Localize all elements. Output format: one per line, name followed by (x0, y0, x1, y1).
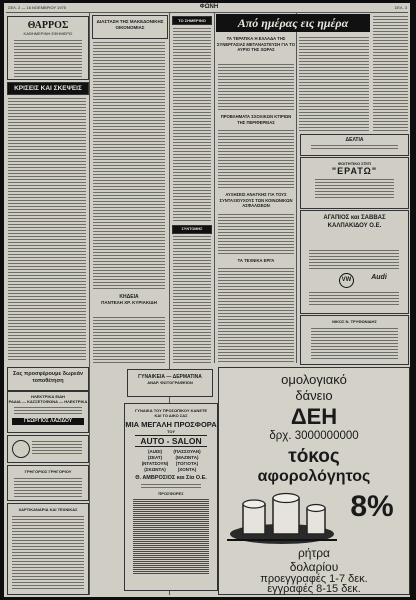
column-rule (89, 13, 90, 595)
nikos-box (300, 315, 409, 365)
deltia-title: ΔΕΛΤΙΑ (345, 137, 364, 143)
seal-icon (12, 440, 30, 458)
column-rule (296, 13, 297, 363)
banner-title: Από ημέρας εις ημέρα (237, 16, 349, 30)
ad-aforologitos: αφορολόγητος (257, 468, 371, 485)
col2-article (93, 41, 165, 291)
kideia-notice (92, 294, 166, 314)
gynaikeia-sub: ΑΝΔΡ. ΦΩΤΟΓΡΑΦΕΙΟΝ (147, 380, 193, 385)
ad-line-2: δάνειο (295, 388, 333, 403)
brand-item: (ΣΚΩΝΤΑ) (144, 467, 166, 472)
col4-headline-3: ΑΥΞΗΣΕΙΣ ΑΝΑΓΚΗΣ ΓΙΑ ΤΟΥΣ ΣΥΝΤΑΞΙΟΥΧΟΥΣ ΤΩΝ ΚΟΙΝΩΝΙΚΩΝ ΑΣΦΑΛΙΣΕΩΝ (219, 192, 293, 208)
offer-tou: ΤΟΥ (166, 429, 176, 434)
erato-title: "ΕΡΑΤΩ" (331, 166, 378, 176)
ad-progr: προεγγραφές 1-7 δεκ. (260, 573, 368, 585)
price-list (133, 498, 209, 574)
col4-headline-4: ΤΑ ΤΕΧΝΙΚΑ ΕΡΓΑ (237, 258, 275, 263)
grigoriou-box (7, 465, 89, 501)
col4-article-1 (218, 63, 294, 111)
radio-text (14, 406, 82, 416)
xartika-text (12, 515, 84, 591)
ad-dollar: δολαρίου (289, 560, 339, 574)
col5-top-article (373, 15, 408, 131)
col4-article-4 (218, 267, 294, 363)
brand-item: (ΝΤΑΤΣΟΥΝ) (141, 461, 169, 466)
xartika-title: ΧΑΡΤΙΚΑΝΑΡΙΑ ΚΑΙ ΤΕΧΝΙΚΑΣ (18, 507, 78, 512)
prosfores-title: ΠΡΟΣΦΟΡΕΣ (158, 491, 184, 496)
dealer-address (141, 483, 201, 489)
auto-salon-ad (124, 403, 218, 591)
grigoriou-text (14, 477, 82, 497)
radio-sub: ΗΛΕΚΤΡΙΚΑ ΕΙΔΗ (31, 394, 65, 399)
stamp-text (32, 440, 82, 456)
radio-ad (7, 391, 89, 433)
col4-headline-1: ΤΑ ΤΕΡΑΤΙΚΑ Η ΕΛΛΑΔΑ ΤΗΣ ΣΥΝΕΡΓΑΣΙΑΣ ΜΕΤΑΝΑΣΤΕΥΣΗ ΓΙΑ ΤΟ ΑΥΡΙΟ ΤΗΣ ΧΩΡΑΣ (217, 36, 295, 52)
col3-label-2: ΣΥΝΤΟΜΗΣ (172, 225, 212, 234)
deltia-box (300, 134, 409, 156)
offer-small: ΓΥΝΑΙΚΑ ΤΟΥ ΠΡΟΣΩΠΙΚΟΥ ΚΑΝΕΤΕ ΚΑΙ ΤΟ ΔΙΚΟ ΣΑΣ (134, 408, 208, 418)
erato-text (315, 178, 394, 200)
col4-headline-2: ΠΡΟΒΛΗΜΑΤΑ ΣΧΟΛΙΚΩΝ ΚΤΙΡΙΩΝ ΤΗΣ ΠΕΡΙΦΕΡΕΙΑΣ (220, 114, 292, 125)
lazidou-name: ΓΕΩΡΓΙΟΣ ΛΑΖΙΔΟΥ (12, 418, 84, 425)
gynaikeia-ad (127, 369, 213, 397)
ad-rtra: ρήτρα (297, 546, 330, 560)
brand-item: (ΤΟΓΙΟΤΑ) (175, 461, 199, 466)
ad-tokos: τόκος (288, 446, 340, 467)
kideia-title: ΚΗΔΕΙΑ (119, 294, 139, 300)
col2-headline: ΔΙΑΣΤΑΣΗ ΤΗΣ ΜΑΚΕΔΟΝΙΚΗΣ ΟΙΚΟΝΟΜΙΑΣ (96, 19, 164, 30)
kideia-name: ΠΑΝΤΕΛΗ ΧΡ. ΚΥΡΙΑΚΙΔΗ (101, 300, 157, 305)
erato-small: ΦΟΙΤΗΤΙΚΟ ΣΠΙΤΙ (337, 161, 372, 166)
kriseis-heading: ΚΡΙΣΕΙΣ ΚΑΙ ΣΚΕΨΕΙΣ (7, 82, 89, 95)
ad-percent: 8% (350, 490, 394, 523)
kideia-text (93, 316, 165, 364)
header-rule (6, 12, 408, 13)
col3-article-2 (173, 235, 211, 363)
deltia-text (311, 144, 398, 151)
tharros-title: ΘΑΡΡΟΣ (27, 20, 69, 31)
vw-logo-icon: VW (339, 273, 354, 288)
offer-title: ΜΙΑ ΜΕΓΑΛΗ ΠΡΟΣΦΟΡΑ (125, 420, 217, 429)
tharros-box (7, 16, 89, 80)
brand-item: (ΠΑΣΣΟΥΑΝ) (173, 449, 201, 454)
agapios-text (309, 249, 399, 269)
brand-list (139, 449, 203, 473)
audi-logo-icon: Audi (371, 274, 387, 281)
newspaper-page (4, 3, 410, 597)
stamp-box (7, 435, 89, 463)
header-right: ΣΕΛ. 3 (394, 5, 407, 10)
col4-article-2 (218, 129, 294, 189)
col4b-article (299, 36, 369, 131)
col2-headline-box (92, 15, 168, 39)
xartika-box (7, 503, 89, 595)
tharros-text (14, 39, 82, 77)
dorean-title: Σας προσφέρουμε δωρεάν τοποθέτηση (12, 371, 84, 384)
dorean-box (7, 367, 89, 391)
header-left: ΣΕΛ. 2 — 16 ΝΟΕΜΒΡΙΟΥ 1975 (8, 5, 67, 10)
nikos-name: ΝΙΚΟΣ Ν. ΤΡΥΦΩΝΙΔΗΣ (332, 319, 377, 324)
brand-item: (AUDI) (148, 449, 162, 454)
header-center: ΦΩΝΗ (199, 4, 219, 10)
erato-box (300, 157, 409, 209)
nikos-text (311, 327, 398, 359)
ad-egg: εγγραφές 8-15 δεκ. (267, 583, 361, 595)
grigoriou-name: ΓΡΗΓΟΡΙΟΣ ΓΡΗΓΟΡΙΟΥ (24, 469, 72, 474)
dealer-name: Θ. ΑΜΒΡΟΣΙΟΣ και Σία Ο.Ε. (135, 475, 207, 481)
radio-title: ΡΑΔΙΑ — ΚΑΣΣΕΤΟΦΩΝΑ — ΗΛΕΚΤΡΙΚΑ (8, 399, 88, 404)
agapios-box (300, 210, 409, 314)
agapios-title: ΑΓΑΠΙΟΣ και ΣΑΒΒΑΣ ΚΑΛΠΑΚΙΔΟΥ Ο.Ε. (323, 215, 386, 229)
banner (216, 14, 370, 32)
brand-item: (ΧΟΝΤΑ) (177, 467, 197, 472)
column-rule (214, 13, 215, 363)
silo-illustration-icon (227, 488, 337, 546)
col4-article-3 (218, 213, 294, 255)
col3-article (173, 27, 211, 222)
auto-salon-name: AUTO - SALON (135, 435, 207, 447)
col3-label: ΤΟ ΣΗΜΕΡΙΝΟ (172, 16, 212, 25)
ad-dei: ΔΕΗ (290, 404, 338, 429)
ad-amount: δρχ. 3000000000 (269, 430, 359, 442)
kriseis-article (8, 97, 86, 362)
brand-item: (ΜΑΖΙΝΤΑ) (175, 455, 199, 460)
deh-bond-ad (218, 367, 410, 595)
brand-item: (ΣΕΑΤ) (147, 455, 163, 460)
gynaikeia-title: ΓΥΝΑΙΚΕΙΑ — ΔΕΡΜΑΤΙΝΑ (138, 374, 202, 380)
agapios-address (309, 291, 399, 307)
ad-line-1: ομολογιακό (281, 372, 347, 387)
tharros-sub: ΚΑΘΗΜΕΡΙΝΗ ΕΦΗΜΕΡΙΣ (23, 31, 73, 36)
